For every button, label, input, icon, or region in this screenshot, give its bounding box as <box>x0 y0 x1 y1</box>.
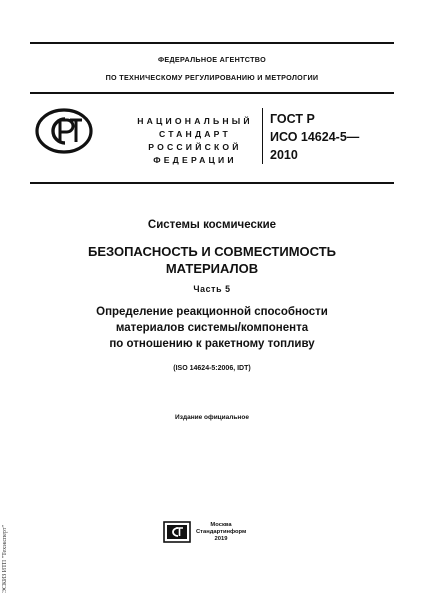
agency-line-2: ПО ТЕХНИЧЕСКОМУ РЕГУЛИРОВАНИЮ И МЕТРОЛОГИИ <box>105 73 319 82</box>
gost-designation-line-2: ИСО 14624-5— <box>270 130 360 144</box>
iso-reference: (ISO 14624-5:2006, IDT) <box>173 365 251 372</box>
national-standard-line-2: СТАНДАРТ <box>159 129 231 139</box>
subtitle-line-2: материалов системы/компонента <box>115 322 309 334</box>
publisher-year: 2019 <box>214 536 228 542</box>
national-standard-line-1: НАЦИОНАЛЬНЫЙ <box>137 116 253 126</box>
national-standard-line-4: ФЕДЕРАЦИИ <box>153 155 237 165</box>
gost-r-certification-mark-icon <box>34 106 94 156</box>
gost-designation-line-1: ГОСТ Р <box>270 112 315 126</box>
subtitle-line-1: Определение реакционной способности <box>96 306 328 318</box>
publisher-name: Стандартинформ <box>196 529 247 535</box>
block-rule <box>30 182 394 184</box>
main-title-line-2: МАТЕРИАЛОВ <box>165 261 259 276</box>
block-divider <box>262 108 263 164</box>
part-label: Часть 5 <box>193 284 231 294</box>
standartinform-logo-icon <box>163 521 191 543</box>
agency-line-1: ФЕДЕРАЛЬНОЕ АГЕНТСТВО <box>157 55 266 64</box>
main-title-line-1: БЕЗОПАСНОСТЬ И СОВМЕСТИМОСТЬ <box>87 244 336 259</box>
gost-designation-line-3: 2010 <box>270 148 298 162</box>
header-rule <box>30 92 394 94</box>
top-rule <box>30 42 394 44</box>
subtitle-line-3: по отношению к ракетному топливу <box>109 338 315 350</box>
side-note: ЭСКИЗ ИТП "Техэксперт" <box>2 525 8 593</box>
publisher-city: Москва <box>210 522 232 528</box>
edition-label: Издание официальное <box>175 414 249 421</box>
national-standard-line-3: РОССИЙСКОЙ <box>148 142 242 152</box>
series-title: Системы космические <box>147 219 277 231</box>
